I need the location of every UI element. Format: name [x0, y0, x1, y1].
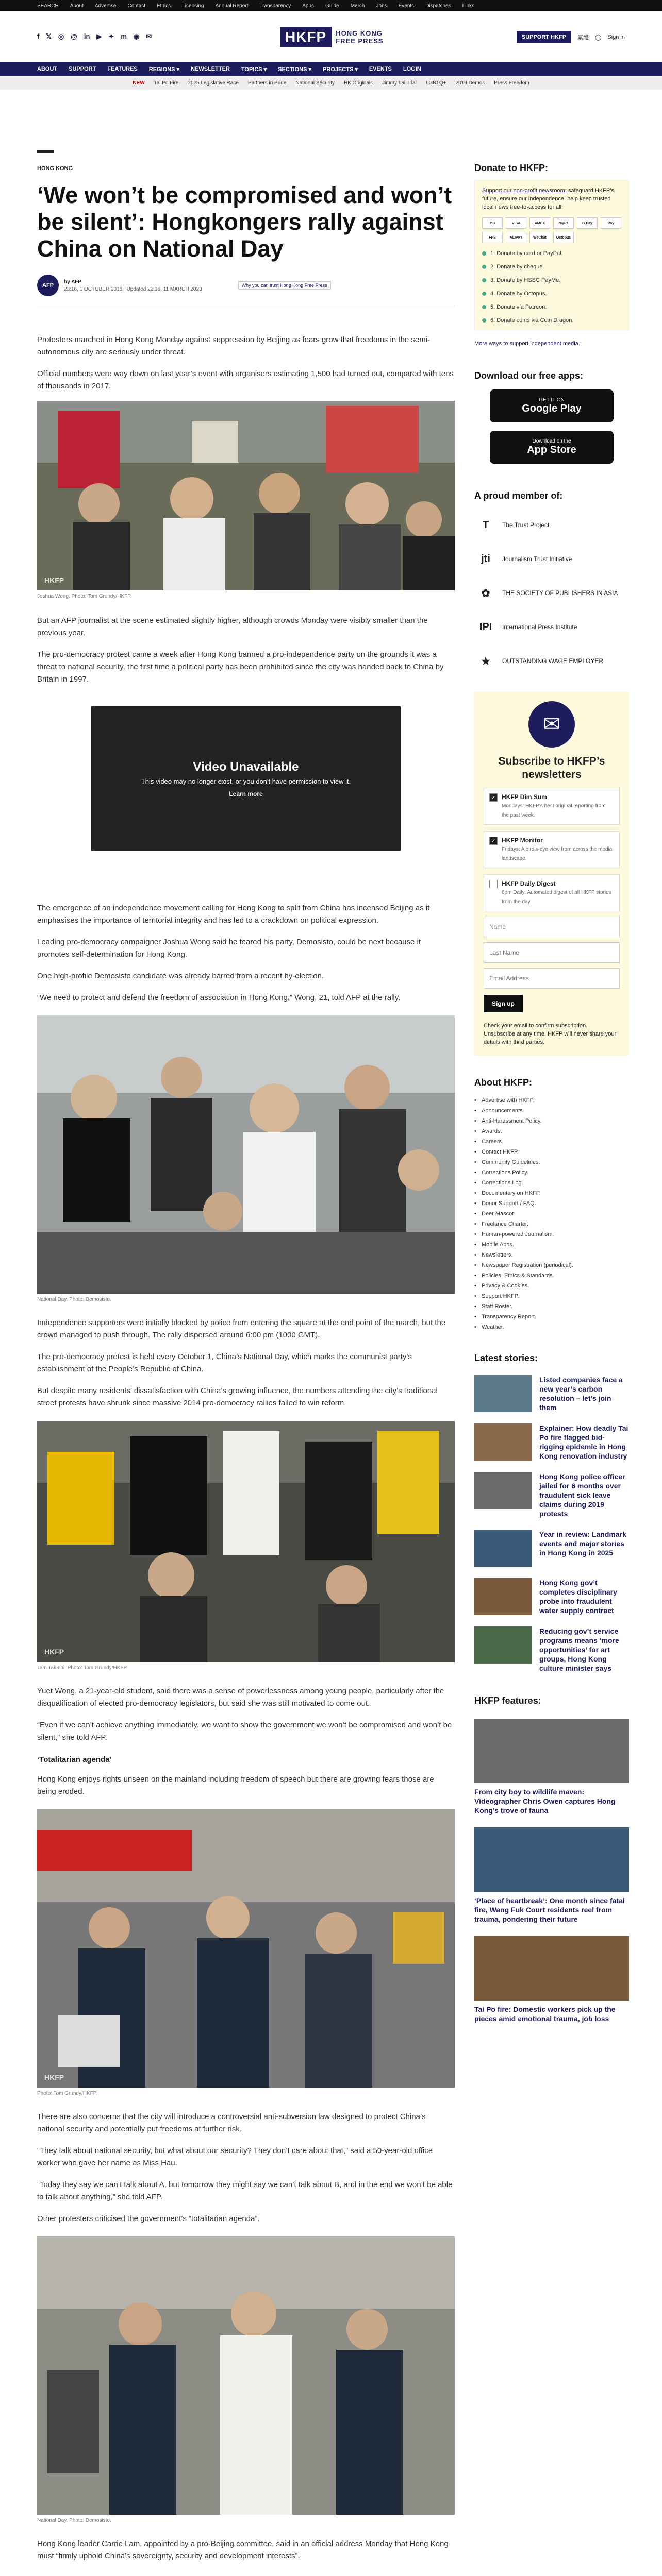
topbar-link[interactable]: Links	[462, 3, 475, 9]
donate-option[interactable]: 3. Donate by HSBC PayMe.	[482, 277, 621, 283]
newsletter-option[interactable]	[484, 831, 620, 868]
member-logo[interactable]	[474, 583, 629, 603]
topbar-link[interactable]: Guide	[325, 3, 339, 9]
newsletter-name: HKFP Monitor	[502, 837, 543, 844]
nav-item[interactable]: SECTIONS ▾	[278, 66, 311, 73]
sidebar	[474, 90, 629, 2023]
main-nav	[0, 62, 662, 76]
member-name: THE SOCIETY OF PUBLISHERS IN ASIA	[502, 589, 618, 597]
paragraph: Protesters marched in Hong Kong Monday against suppression by Beijing as fears grow that freedoms in the semi-autonomous city are seriously under threat.	[37, 335, 431, 357]
watermark: HKFP	[44, 576, 64, 584]
about-link[interactable]: • Support HKFP.	[474, 1293, 629, 1299]
newsletter-options	[484, 788, 620, 911]
topbar-link[interactable]: Licensing	[182, 3, 204, 9]
about-link[interactable]: • Documentary on HKFP.	[474, 1190, 629, 1196]
updated-date: Updated 22:16, 11 MARCH 2023	[126, 286, 202, 292]
account-icon[interactable]: ◯	[595, 34, 602, 41]
logo-text-line: HONG KONG	[336, 29, 383, 37]
donate-intro-link[interactable]: Support our non-profit newsroom:	[482, 188, 567, 194]
latest-widget	[474, 1353, 629, 1673]
about-link[interactable]: • Careers.	[474, 1139, 629, 1145]
video-title: Video Unavailable	[193, 759, 299, 774]
article-category[interactable]: HONG KONG	[37, 165, 73, 172]
paragraph: But an AFP journalist at the scene estimated slightly higher, although crowds Monday were visibly smaller than the previous year.	[37, 616, 428, 637]
apps-widget	[474, 370, 629, 464]
article-photo[interactable]	[37, 1809, 455, 2088]
trending-nav	[0, 76, 662, 90]
byline-text	[64, 279, 202, 292]
feature-item[interactable]	[474, 1719, 629, 1815]
paragraph: The pro-democracy protest came a week after Hong Kong banned a pro-independence party on the grounds it was a threat to national security, the first time a political party has been prohibited since the city was handed back to China by Britain in 1997.	[37, 650, 444, 684]
social-links	[37, 32, 152, 41]
about-link[interactable]: • Community Guidelines.	[474, 1159, 629, 1165]
payment-card-icon: PayPal	[553, 217, 574, 229]
paragraph: Other protesters criticised the government’s “totalitarian agenda”.	[37, 2214, 260, 2223]
topbar-link[interactable]: Jobs	[376, 3, 387, 9]
story-thumbnail[interactable]	[474, 1472, 532, 1509]
nav-item[interactable]: LOGIN	[403, 66, 421, 72]
instagram-icon[interactable]: ◎	[58, 32, 64, 40]
member-logo[interactable]	[474, 515, 629, 535]
trust-link[interactable]: Why you can trust Hong Kong Free Press	[238, 281, 331, 290]
about-link[interactable]: • Policies, Ethics & Standards.	[474, 1273, 629, 1279]
about-link[interactable]: • Human-powered Journalism.	[474, 1231, 629, 1238]
protest-photo-4	[37, 2236, 455, 2515]
story-title[interactable]: Reducing gov’t service programs means ‘more opportunities’ for art groups, Hong Kong culture minister says	[539, 1627, 619, 1672]
newsletter-option-text	[502, 880, 614, 906]
site-logo[interactable]	[280, 27, 384, 47]
story-item[interactable]	[474, 1423, 629, 1461]
signup-button[interactable]: Sign up	[484, 995, 523, 1012]
article-photo[interactable]	[37, 2236, 455, 2515]
donate-title: Donate to HKFP:	[474, 163, 548, 173]
photo-caption: Joshua Wong. Photo: Tom Grundy/HKFP.	[37, 594, 132, 599]
topbar-link[interactable]: Transparency	[259, 3, 291, 9]
about-links	[474, 1097, 629, 1330]
feature-title[interactable]: ‘Place of heartbreak’: One month since fatal fire, Wang Fuk Court residents reel from trauma, pondering their future	[474, 1896, 625, 1923]
topbar-link[interactable]: Events	[398, 3, 415, 9]
byline	[37, 275, 455, 296]
newsletter-desc: Mondays: HKFP’s best original reporting from the past week.	[502, 803, 606, 818]
embedded-video[interactable]	[91, 706, 401, 851]
mastodon-icon[interactable]: m	[121, 32, 127, 40]
payment-card-icon: MC	[482, 217, 503, 229]
signin-link[interactable]: Sign in	[607, 34, 625, 40]
donate-box	[474, 180, 629, 330]
about-link[interactable]: • Anti-Harassment Policy.	[474, 1118, 629, 1124]
story-title[interactable]: Hong Kong gov’t completes disciplinary probe into fraudulent water supply contract	[539, 1579, 617, 1615]
story-thumbnail[interactable]	[474, 1578, 532, 1615]
newsletter-option[interactable]	[484, 788, 620, 825]
payment-card-icon: FPS	[482, 232, 503, 243]
logo-mark: HKFP	[280, 27, 332, 47]
member-name: International Press Institute	[502, 623, 577, 631]
about-link[interactable]: • Announcements.	[474, 1108, 629, 1114]
member-name: Journalism Trust Initiative	[502, 555, 572, 563]
donate-option[interactable]: 5. Donate via Patreon.	[482, 304, 621, 310]
trending-link[interactable]: Tai Po Fire	[154, 80, 179, 86]
about-title: About HKFP:	[474, 1077, 532, 1088]
story-item[interactable]	[474, 1578, 629, 1615]
nav-item[interactable]: SUPPORT	[69, 66, 96, 72]
nav-item[interactable]: FEATURES	[107, 66, 138, 72]
payment-card-icon: WeChat	[529, 232, 550, 243]
newsletter-note: Check your email to confirm subscription. Unsubscribe at any time. HKFP will never share your details with third parties.	[484, 1023, 617, 1045]
logo-text-line: FREE PRESS	[336, 37, 384, 45]
nav-item[interactable]: EVENTS	[369, 66, 392, 72]
story-title[interactable]: Listed companies face a new year’s carbon resolution – let’s join them	[539, 1376, 623, 1412]
paragraph: There are also concerns that the city will introduce a controversial anti-subversion law designed to protect China’s national security and potentially put freedoms at further risk.	[37, 2112, 426, 2133]
donate-widget	[474, 163, 629, 347]
member-logo[interactable]	[474, 617, 629, 637]
about-link[interactable]: • Advertise with HKFP.	[474, 1097, 629, 1104]
email-input[interactable]	[484, 968, 620, 989]
paragraph: “Even if we can’t achieve anything immediately, we want to show the government we won’t be compromised and won’t be silent,” she told AFP.	[37, 1721, 452, 1742]
paragraph: “Today they say we can’t talk about A, but tomorrow they might say we can’t talk about B, and in the end we won’t be able to talk about anything,” she told AFP.	[37, 2180, 453, 2201]
story-thumbnail[interactable]	[474, 1375, 532, 1412]
article-photo[interactable]	[37, 1015, 455, 1294]
feature-item[interactable]	[474, 1936, 629, 2023]
police-photo	[37, 1809, 455, 2088]
payment-icons	[482, 217, 621, 243]
search-link[interactable]: SEARCH	[37, 3, 59, 9]
story-thumbnail[interactable]	[474, 1423, 532, 1461]
about-link[interactable]: • Contact HKFP.	[474, 1149, 629, 1155]
nav-item[interactable]: ABOUT	[37, 66, 58, 72]
dates	[64, 286, 202, 292]
trending-link[interactable]: Press Freedom	[494, 80, 529, 86]
member-widget	[474, 490, 629, 671]
article-photo[interactable]	[37, 1421, 455, 1662]
paragraph: Leading pro-democracy campaigner Joshua Wong said he feared his party, Demosisto, could be next because it promotes self-determination for Hong Kong.	[37, 938, 421, 959]
protest-photo-1	[37, 401, 455, 590]
bluesky-icon[interactable]: ✦	[108, 32, 114, 40]
trending-link[interactable]: 2019 Demos	[455, 80, 485, 86]
latest-list	[474, 1375, 629, 1673]
newsletter-name: HKFP Daily Digest	[502, 880, 556, 887]
paragraph: Hong Kong leader Carrie Lam, appointed by a pro-Beijing committee, said in an official address Monday that Hong Kong must “firmly uphold China’s sovereignty, security and development interests”.	[37, 2539, 449, 2561]
trending-link[interactable]: HK Originals	[343, 80, 373, 86]
member-name: OUTSTANDING WAGE EMPLOYER	[502, 657, 604, 665]
payment-card-icon: Pay	[601, 217, 621, 229]
payment-card-icon: ALIPAY	[506, 232, 526, 243]
author-avatar: AFP	[37, 275, 59, 296]
about-link[interactable]: • Awards.	[474, 1128, 629, 1134]
pub-date: 23:16, 1 OCTOBER 2018	[64, 286, 123, 292]
store-name: Google Play	[522, 403, 582, 414]
trending-link[interactable]: Partners in Pride	[247, 80, 287, 86]
photo-caption: Tam Tak-chi. Photo: Tom Grundy/HKFP.	[37, 1665, 128, 1671]
youtube-icon[interactable]: ▶	[96, 32, 102, 40]
topbar-link[interactable]: Merch	[350, 3, 365, 9]
store-small: GET IT ON	[539, 397, 565, 403]
watermark: HKFP	[44, 2073, 64, 2081]
about-link[interactable]: • Newspaper Registration (periodical).	[474, 1262, 629, 1268]
story-thumbnail[interactable]	[474, 1626, 532, 1664]
app-store-button[interactable]	[490, 431, 614, 464]
language-link[interactable]: 繁體	[577, 35, 589, 41]
trending-link[interactable]: 2025 Legislative Race	[188, 80, 239, 86]
paragraph: Hong Kong enjoys rights unseen on the mainland including freedom of speech but there are growing fears those are being eroded.	[37, 1775, 434, 1796]
paragraph: Yuet Wong, a 21-year-old student, said there was a sense of powerlessness among young people, particularly after the disqualification of elected pro-democracy legislators, but said she was still motivated to come out.	[37, 1687, 444, 1708]
paragraph: “They talk about national security, but what about our security? They don’t care about that,” said a 50-year-old office worker who gave her name as Miss Hau.	[37, 2146, 433, 2167]
store-name: App Store	[527, 444, 576, 455]
story-item[interactable]	[474, 1375, 629, 1412]
topbar-link[interactable]: Annual Report	[215, 3, 249, 9]
story-item[interactable]	[474, 1626, 629, 1673]
paragraph: The emergence of an independence movement calling for Hong Kong to split from China has incensed Beijing as it emphasises the importance of territorial integrity and has led to a crackdown on political expression.	[37, 904, 430, 925]
paragraph: Independence supporters were initially blocked by police from entering the square at the end point of the march, but the crowd managed to push through. The rally dispersed around 6:00 pm (1000 GMT).	[37, 1318, 446, 1340]
feature-image[interactable]	[474, 1827, 629, 1892]
member-icon: IPI	[479, 621, 492, 633]
site-header	[0, 11, 662, 62]
feature-image[interactable]	[474, 1936, 629, 2001]
protest-photo-2	[37, 1015, 455, 1294]
watermark: HKFP	[44, 1648, 64, 1656]
topbar-link[interactable]: Apps	[302, 3, 314, 9]
topbar-link[interactable]: Dispatches	[425, 3, 451, 9]
payment-card-icon: VISA	[506, 217, 526, 229]
feature-item[interactable]	[474, 1827, 629, 1924]
linkedin-icon[interactable]: in	[84, 32, 90, 40]
features-widget	[474, 1696, 629, 2023]
article	[37, 90, 455, 2563]
member-logo[interactable]	[474, 651, 629, 671]
header-actions	[517, 31, 625, 43]
paragraph: The pro-democracy protest is held every October 1, China’s National Day, which marks the communist party’s establishment of the People’s Republic of China.	[37, 1352, 412, 1374]
video-learn-more[interactable]: Learn more	[229, 790, 263, 798]
trending-link[interactable]: National Security	[295, 80, 335, 86]
envelope-icon: ✉	[528, 701, 575, 748]
feature-title[interactable]: Tai Po fire: Domestic workers pick up the pieces amid emotional trauma, job loss	[474, 2005, 616, 2023]
story-item[interactable]	[474, 1530, 629, 1567]
about-link[interactable]: • Freelance Charter.	[474, 1221, 629, 1227]
store-small: Download on the	[532, 438, 571, 444]
member-icon: jti	[481, 553, 490, 565]
trending-link[interactable]: Jimmy Lai Trial	[382, 80, 417, 86]
about-link[interactable]: • Mobile Apps.	[474, 1242, 629, 1248]
topbar-link[interactable]: Ethics	[156, 3, 171, 9]
facebook-icon[interactable]: f	[37, 32, 40, 40]
feature-title[interactable]: From city boy to wildlife maven: Videographer Chris Owen captures Hong Kong’s trove of fauna	[474, 1788, 616, 1815]
story-title[interactable]: Explainer: How deadly Tai Po fire flagged bid-rigging epidemic in Hong Kong renovation industry	[539, 1424, 628, 1460]
member-title: A proud member of:	[474, 490, 563, 501]
donate-intro-text: safeguard HKFP’s future, ensure our independence, help keep trusted local news free-to-access for all.	[482, 188, 615, 210]
new-label: NEW	[133, 80, 145, 86]
features-title: HKFP features:	[474, 1696, 541, 1706]
payment-card-icon: Octopus	[553, 232, 574, 243]
member-icon: ★	[481, 655, 490, 667]
author-name[interactable]: by AFP	[64, 279, 82, 285]
paragraph: “We need to protect and defend the freedom of association in Hong Kong,” Wong, 21, told AFP at the rally.	[37, 993, 401, 1002]
rss-icon[interactable]: ◉	[133, 32, 140, 40]
article-title: ‘We won’t be compromised and won’t be silent’: Hongkongers rally against China on National Day	[37, 182, 452, 262]
story-item[interactable]	[474, 1472, 629, 1518]
topbar-link[interactable]: Advertise	[94, 3, 117, 9]
nav-item[interactable]: PROJECTS ▾	[323, 66, 358, 73]
photo-caption: National Day. Photo: Demosisto.	[37, 2518, 111, 2523]
x-icon[interactable]: 𝕏	[46, 32, 52, 40]
member-icon: T	[482, 519, 489, 531]
member-logo[interactable]	[474, 549, 629, 569]
checkbox[interactable]: ✓	[489, 793, 498, 802]
about-link[interactable]: • Donor Support / FAQ.	[474, 1200, 629, 1207]
about-link[interactable]: • Transparency Report.	[474, 1314, 629, 1320]
photo-caption: Photo: Tom Grundy/HKFP.	[37, 2091, 97, 2096]
nav-item[interactable]: TOPICS ▾	[241, 66, 267, 73]
feature-image[interactable]	[474, 1719, 629, 1783]
google-play-button[interactable]	[490, 389, 614, 422]
checkbox[interactable]	[489, 880, 498, 888]
newsletter-title: Subscribe to HKFP’s newsletters	[498, 755, 605, 781]
last-name-input[interactable]	[484, 942, 620, 963]
member-list	[474, 515, 629, 671]
topbar-link[interactable]: Contact	[127, 3, 145, 9]
newsletter-option-text	[502, 837, 614, 862]
protest-photo-3	[37, 1421, 455, 1662]
email-icon[interactable]: ✉	[146, 32, 152, 40]
donate-option[interactable]: 6. Donate coins via Coin Dragon.	[482, 317, 621, 324]
paragraph: One high-profile Demosisto candidate was already barred from a recent by-election.	[37, 972, 324, 980]
paragraph: But despite many residents’ dissatisfaction with China’s growing influence, the numbers attending the city’s traditional street protests have shrunk since massive 2014 pro-democracy rallies failed to win reform.	[37, 1386, 438, 1408]
nav-item[interactable]: NEWSLETTER	[191, 66, 230, 72]
features-list	[474, 1719, 629, 2023]
newsletter-option[interactable]	[484, 874, 620, 911]
about-link[interactable]: • Corrections Log.	[474, 1180, 629, 1186]
donate-option[interactable]: 4. Donate by Octopus.	[482, 291, 621, 297]
paragraph: Official numbers were way down on last year’s event with organisers estimating 1,500 had turned out, compared with tens of thousands in 2017.	[37, 369, 454, 391]
utility-bar	[0, 0, 662, 11]
about-link[interactable]: • Weather.	[474, 1324, 629, 1330]
trending-link[interactable]: LGBTQ+	[425, 80, 446, 86]
about-link[interactable]: • Deer Mascot.	[474, 1211, 629, 1217]
about-link[interactable]: • Privacy & Cookies.	[474, 1283, 629, 1289]
donate-intro	[482, 187, 621, 211]
newsletter-desc: Fridays: A bird’s-eye view from across the media landscape.	[502, 846, 613, 861]
article-photo[interactable]	[37, 401, 455, 590]
about-widget	[474, 1077, 629, 1330]
support-button[interactable]: SUPPORT HKFP	[517, 31, 571, 43]
about-link[interactable]: • Newsletters.	[474, 1252, 629, 1258]
threads-icon[interactable]: @	[71, 32, 77, 40]
donate-option[interactable]: 1. Donate by card or PayPal.	[482, 250, 621, 257]
apps-title: Download our free apps:	[474, 370, 584, 381]
newsletter-desc: 6pm Daily: Automated digest of all HKFP stories from the day.	[502, 890, 611, 905]
nav-item[interactable]: REGIONS ▾	[148, 66, 180, 73]
story-title[interactable]: Hong Kong police officer jailed for 6 months over fraudulent sick leave claims during 2019 protests	[539, 1472, 625, 1518]
story-title[interactable]: Year in review: Landmark events and major stories in Hong Kong in 2025	[539, 1530, 626, 1557]
section-heading: ‘Totalitarian agenda’	[37, 1755, 112, 1764]
newsletter-name: HKFP Dim Sum	[502, 793, 547, 801]
video-message: This video may no longer exist, or you don't have permission to view it.	[141, 777, 351, 785]
newsletter-widget	[474, 692, 629, 1056]
logo-text	[336, 29, 383, 45]
divider	[37, 150, 54, 153]
payment-card-icon: G Pay	[577, 217, 598, 229]
about-link[interactable]: • Staff Roster.	[474, 1303, 629, 1310]
checkbox[interactable]: ✓	[489, 837, 498, 845]
latest-title: Latest stories:	[474, 1353, 538, 1363]
donate-options	[482, 250, 621, 324]
member-icon: ✿	[481, 587, 490, 599]
name-input[interactable]	[484, 917, 620, 937]
donate-option[interactable]: 2. Donate by cheque.	[482, 264, 621, 270]
member-name: The Trust Project	[502, 521, 550, 529]
photo-caption: National Day. Photo: Demosisto.	[37, 1297, 111, 1302]
about-link[interactable]: • Corrections Policy.	[474, 1170, 629, 1176]
newsletter-option-text	[502, 793, 614, 819]
topbar-link[interactable]: About	[70, 3, 84, 9]
donate-more-link[interactable]: More ways to support independent media.	[474, 341, 580, 347]
payment-card-icon: AMEX	[529, 217, 550, 229]
story-thumbnail[interactable]	[474, 1530, 532, 1567]
